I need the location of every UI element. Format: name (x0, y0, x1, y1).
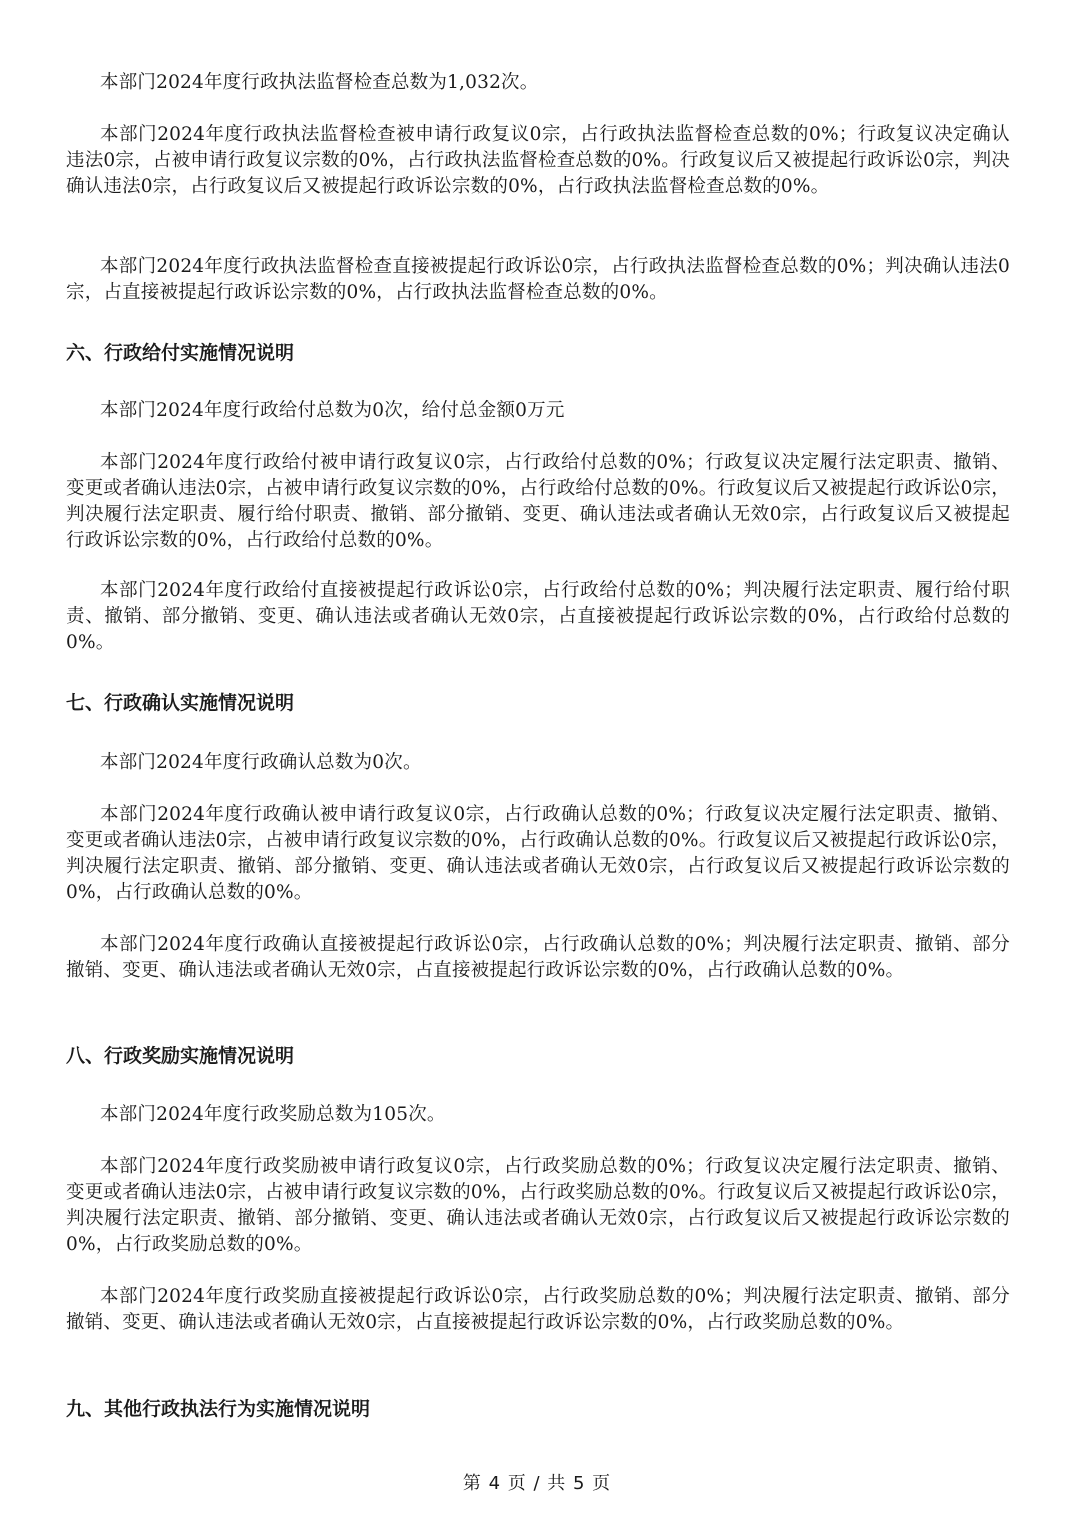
section-heading-9: 九、其他行政执法行为实施情况说明 (66, 1398, 371, 1420)
paragraph: 本部门2024年度行政奖励直接被提起行政诉讼0宗，占行政奖励总数的0%；判决履行法定职责、撤销、部分撤销、变更、确认违法或者确认无效0宗，占直接被提起行政诉讼宗数的0%，占行政奖励总数的0%。 (66, 1286, 1010, 1333)
section-heading-8: 八、行政奖励实施情况说明 (66, 1045, 295, 1067)
paragraph: 本部门2024年度行政执法监督检查总数为1,032次。 (100, 72, 539, 93)
paragraph: 本部门2024年度行政执法监督检查被申请行政复议0宗，占行政执法监督检查总数的0%；行政复议决定确认违法0宗，占被申请行政复议宗数的0%，占行政执法监督检查总数的0%。行政复议后又被提起行政诉讼0宗，判决确认违法0宗，占行政复议后又被提起行政诉讼宗数的0%，占行政执法监督检查总数的0%。 (66, 124, 1010, 197)
page-number: 第 4 页 / 共 5 页 (462, 1473, 612, 1494)
paragraph: 本部门2024年度行政奖励被申请行政复议0宗，占行政奖励总数的0%；行政复议决定履行法定职责、撤销、变更或者确认违法0宗，占被申请行政复议宗数的0%，占行政奖励总数的0%。行政复议后又被提起行政诉讼0宗，判决履行法定职责、撤销、部分撤销、变更、确认违法或者确认无效0宗，占行政复议后又被提起行政诉讼宗数的0%，占行政奖励总数的0%。 (66, 1156, 1010, 1255)
paragraph: 本部门2024年度行政奖励总数为105次。 (100, 1104, 446, 1125)
paragraph: 本部门2024年度行政确认总数为0次。 (100, 752, 422, 773)
paragraph: 本部门2024年度行政执法监督检查直接被提起行政诉讼0宗，占行政执法监督检查总数的0%；判决确认违法0宗，占直接被提起行政诉讼宗数的0%，占行政执法监督检查总数的0%。 (66, 256, 1010, 303)
section-heading-7: 七、行政确认实施情况说明 (66, 692, 295, 714)
paragraph: 本部门2024年度行政给付直接被提起行政诉讼0宗，占行政给付总数的0%；判决履行法定职责、履行给付职责、撤销、部分撤销、变更、确认违法或者确认无效0宗，占直接被提起行政诉讼宗数的0%，占行政给付总数的0%。 (66, 580, 1010, 653)
paragraph: 本部门2024年度行政给付被申请行政复议0宗，占行政给付总数的0%；行政复议决定履行法定职责、撤销、变更或者确认违法0宗，占被申请行政复议宗数的0%，占行政给付总数的0%。行政复议后又被提起行政诉讼0宗，判决履行法定职责、履行给付职责、撤销、部分撤销、变更、确认违法或者确认无效0宗，占行政复议后又被提起行政诉讼宗数的0%，占行政给付总数的0%。 (66, 452, 1010, 551)
paragraph: 本部门2024年度行政确认直接被提起行政诉讼0宗，占行政确认总数的0%；判决履行法定职责、撤销、部分撤销、变更、确认违法或者确认无效0宗，占直接被提起行政诉讼宗数的0%，占行政确认总数的0%。 (66, 934, 1010, 981)
section-heading-6: 六、行政给付实施情况说明 (66, 342, 295, 364)
paragraph: 本部门2024年度行政给付总数为0次，给付总金额0万元 (100, 400, 565, 421)
paragraph: 本部门2024年度行政确认被申请行政复议0宗，占行政确认总数的0%；行政复议决定履行法定职责、撤销、变更或者确认违法0宗，占被申请行政复议宗数的0%，占行政确认总数的0%。行政复议后又被提起行政诉讼0宗，判决履行法定职责、撤销、部分撤销、变更、确认违法或者确认无效0宗，占行政复议后又被提起行政诉讼宗数的0%，占行政确认总数的0%。 (66, 804, 1010, 903)
